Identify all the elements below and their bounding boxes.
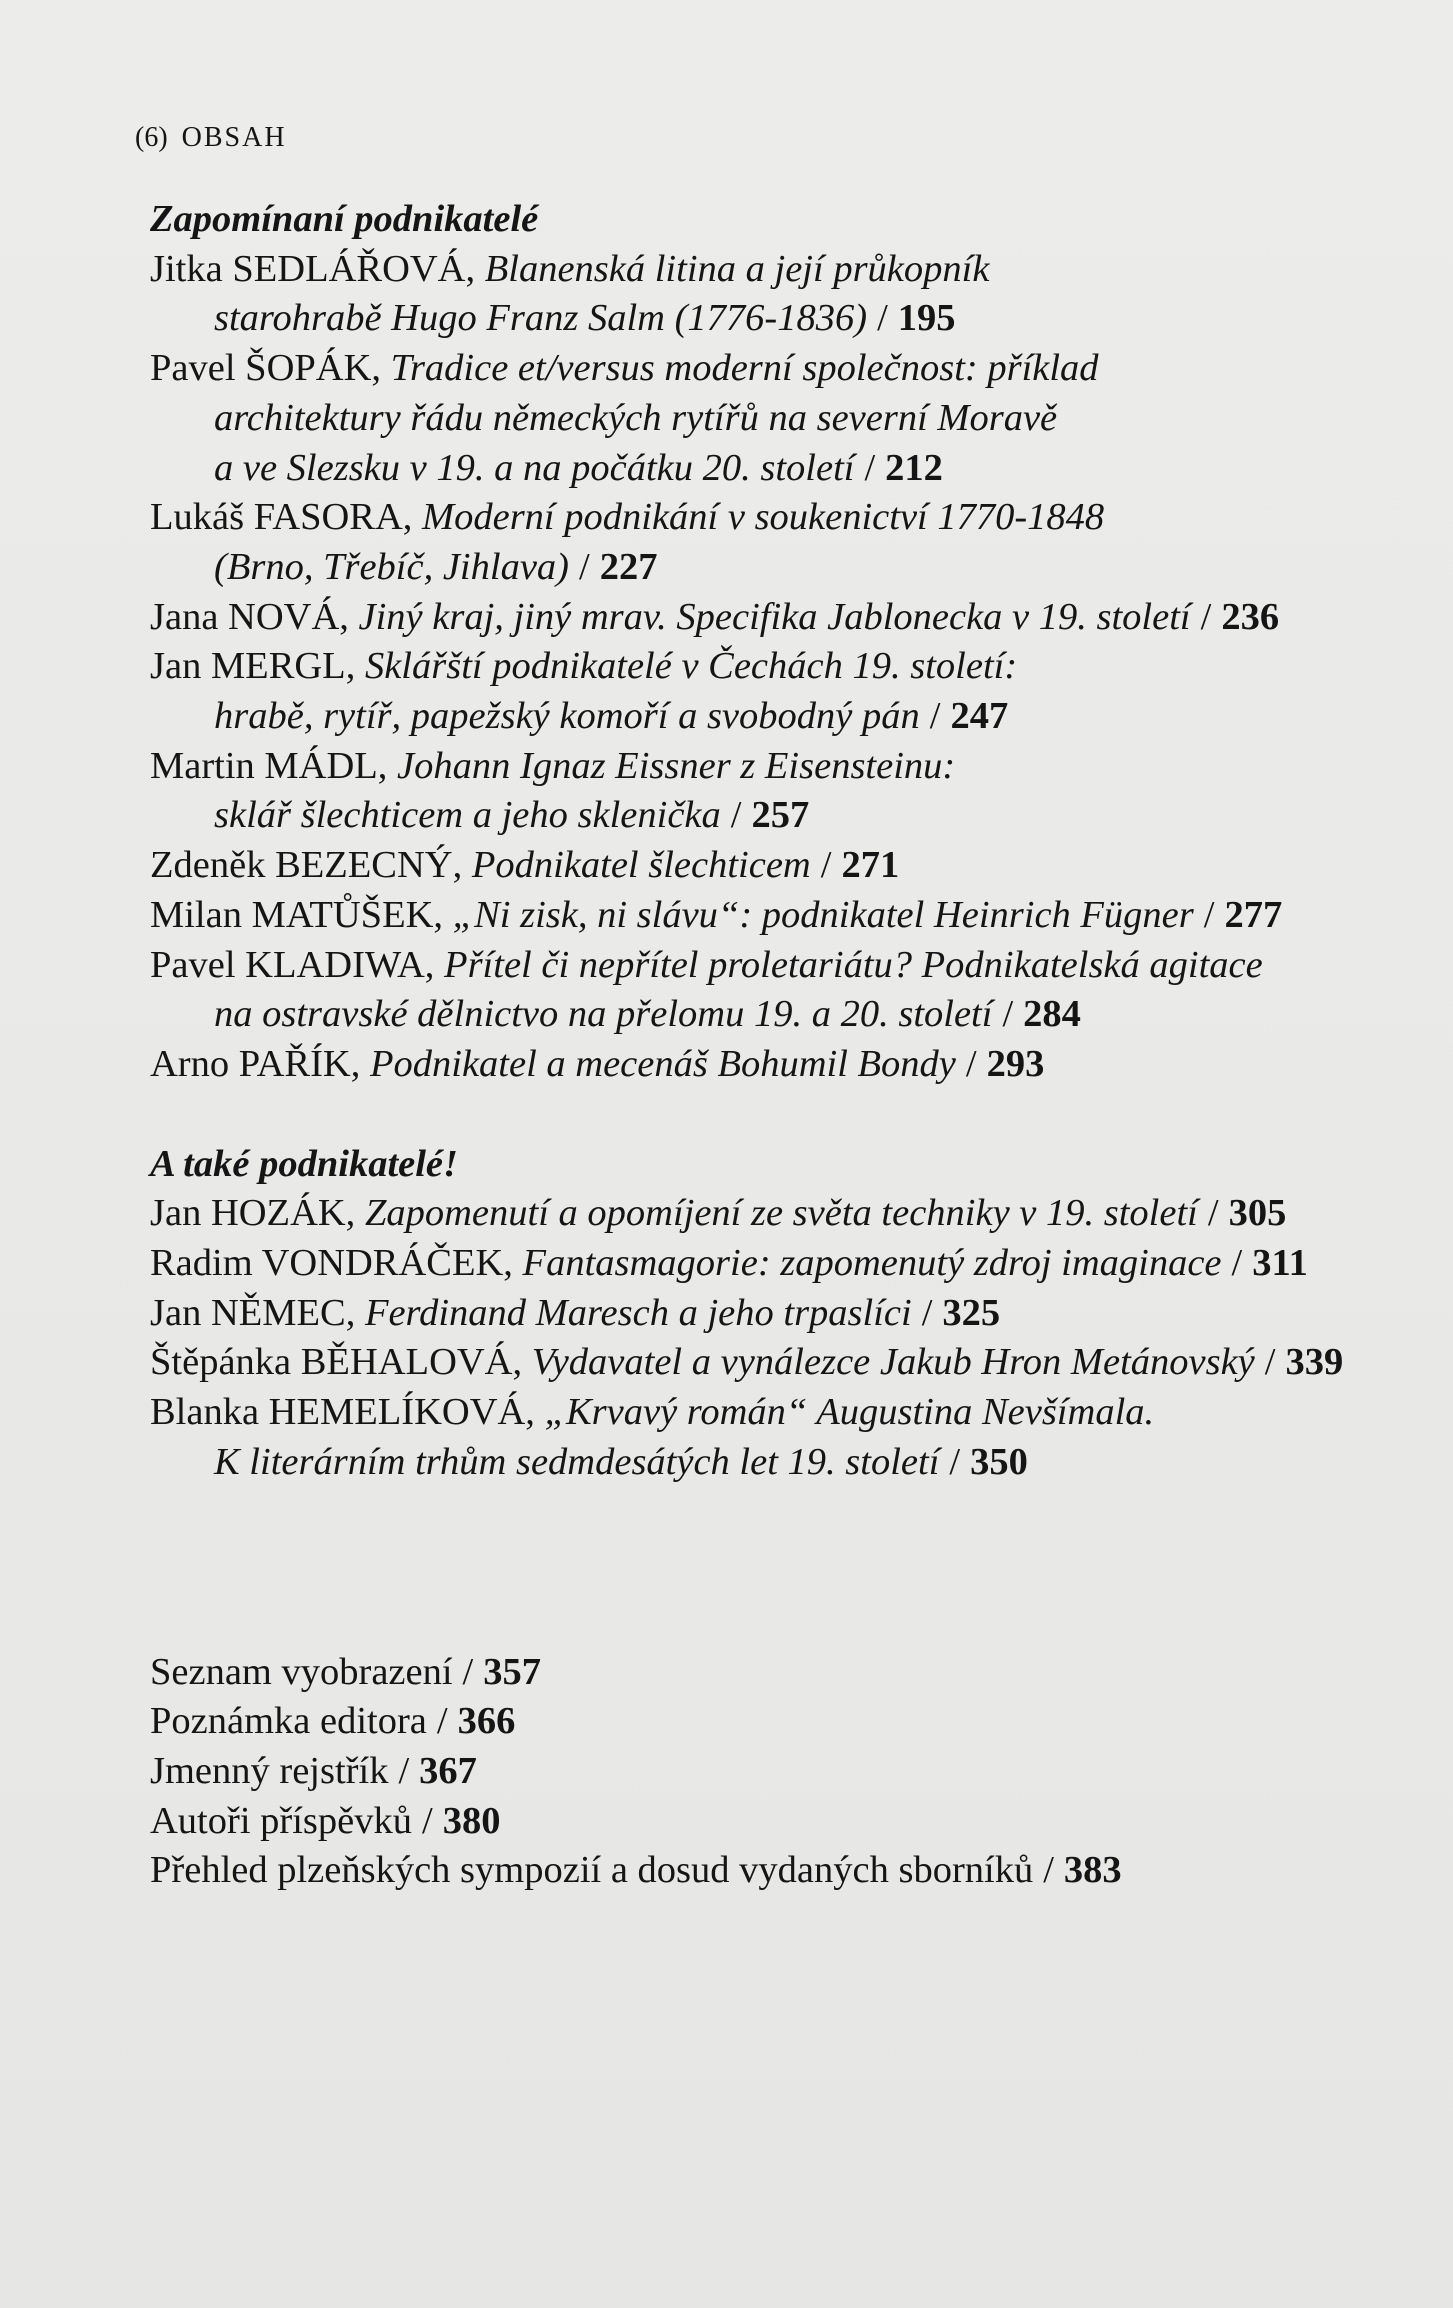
entry-title: sklář šlechticem a jeho sklenička (214, 794, 721, 837)
running-head (135, 122, 287, 154)
entry-page-number: 325 (942, 1291, 1001, 1334)
entry-page-number: 257 (751, 794, 810, 837)
page-separator: / (949, 1440, 961, 1483)
toc-entry[interactable] (150, 1189, 1400, 1239)
toc-entry-line (150, 294, 1400, 344)
entry-author: Jana NOVÁ, (150, 595, 359, 638)
entry-title: K literárním trhům sedmdesátých let 19. století (214, 1440, 940, 1483)
entry-title: Zapomenutí a opomíjení ze světa techniky v 19. století (364, 1192, 1198, 1235)
entry-author: Lukáš FASORA, (150, 496, 423, 539)
page-separator: / (578, 545, 590, 588)
entry-page-number: 305 (1228, 1192, 1287, 1235)
entry-title: „Krvavý román“ Augustina Nevšímala. (544, 1391, 1155, 1434)
entry-title: Jiný kraj, jiný mrav. Specifika Jablonecka v 19. století (358, 595, 1191, 638)
running-head-label: OBSAH (181, 122, 287, 153)
appendix-page-number: 357 (483, 1650, 541, 1693)
toc-entry[interactable] (150, 1040, 1400, 1090)
page-separator: / (1043, 1849, 1054, 1892)
toc-entry-line (150, 1438, 1400, 1488)
toc-entry-line (150, 841, 1400, 891)
page-separator: / (1207, 1192, 1219, 1235)
entry-title: Moderní podnikání v soukenictví 1770-1848 (422, 496, 1105, 539)
appendix-page-number: 367 (419, 1749, 477, 1792)
table-of-contents (150, 195, 1400, 1896)
entry-page-number: 236 (1221, 595, 1280, 638)
toc-entry-line (150, 245, 1400, 295)
page-separator: / (1200, 595, 1212, 638)
toc-entry-line (150, 1338, 1400, 1388)
toc-entry[interactable] (150, 941, 1400, 1040)
entry-author: Štěpánka BĚHALOVÁ, (150, 1341, 532, 1384)
toc-entry[interactable] (150, 245, 1400, 344)
toc-entry-line (150, 1239, 1400, 1289)
toc-entry[interactable] (150, 1239, 1400, 1289)
entry-title: Sklářští podnikatelé v Čechách 19. století: (364, 645, 1018, 688)
entry-title: a ve Slezsku v 19. a na počátku 20. století (214, 446, 855, 489)
entry-title: Vydavatel a vynálezce Jakub Hron Metánovský (531, 1341, 1255, 1384)
toc-entry-line (150, 692, 1400, 742)
toc-entry[interactable] (150, 891, 1400, 941)
appendix-page-number: 366 (457, 1700, 516, 1743)
appendix-list (150, 1648, 1400, 1897)
toc-entry-line (150, 1040, 1400, 1090)
toc-entry-line (150, 1289, 1400, 1339)
appendix-gap (150, 1488, 1400, 1648)
entry-title: hrabě, rytíř, papežský komoří a svobodný pán (214, 695, 920, 738)
page-separator: / (1231, 1242, 1243, 1285)
entry-title: na ostravské dělnictvo na přelomu 19. a 20. století (214, 993, 993, 1036)
toc-entry-line (150, 941, 1400, 991)
toc-entry-line (150, 891, 1400, 941)
appendix-entry[interactable] (150, 1797, 1400, 1847)
toc-entry[interactable] (150, 841, 1400, 891)
toc-entry-line (150, 394, 1400, 444)
entry-page-number: 212 (885, 446, 943, 489)
page-separator: / (436, 1700, 448, 1743)
entry-title: Podnikatel a mecenáš Bohumil Bondy (369, 1042, 956, 1085)
toc-entry-line (150, 593, 1400, 643)
entry-title: Blanenská litina a její průkopník (484, 247, 990, 290)
entry-page-number: 195 (897, 297, 956, 340)
toc-entry-line (150, 642, 1400, 692)
appendix-page-number: 380 (442, 1799, 501, 1842)
entry-title: Tradice et/versus moderní společnost: příklad (390, 347, 1099, 390)
page-separator: / (1264, 1341, 1276, 1384)
entry-author: Arno PAŘÍK, (150, 1042, 370, 1085)
entry-title: Ferdinand Maresch a jeho trpaslíci (364, 1291, 912, 1334)
toc-entry-line (150, 990, 1400, 1040)
page-separator: / (421, 1799, 433, 1842)
entry-title: architektury řádu německých rytířů na severní Moravě (214, 396, 1058, 439)
entry-author: Jan NĚMEC, (150, 1291, 365, 1334)
appendix-entry[interactable] (150, 1846, 1400, 1896)
entry-author: Martin MÁDL, (150, 744, 398, 787)
entry-page-number: 284 (1023, 993, 1081, 1036)
entry-page-number: 311 (1252, 1242, 1308, 1285)
appendix-label: Jmenný rejstřík (150, 1749, 389, 1792)
entry-author: Jan MERGL, (150, 645, 365, 688)
toc-entry-line (150, 444, 1400, 494)
toc-entry-line (150, 543, 1400, 593)
appendix-page-number: 383 (1063, 1849, 1122, 1892)
appendix-entry[interactable] (150, 1747, 1400, 1797)
entry-title: Johann Ignaz Eissner z Eisensteinu: (397, 744, 956, 787)
appendix-label: Poznámka editora (150, 1700, 427, 1743)
page-number: (6) (135, 122, 168, 153)
toc-entry-line (150, 742, 1400, 792)
page-separator: / (730, 794, 742, 837)
toc-entry[interactable] (150, 493, 1400, 592)
entry-page-number: 247 (950, 695, 1009, 738)
entry-author: Jan HOZÁK, (150, 1192, 365, 1235)
section-gap (150, 1090, 1400, 1140)
page-separator: / (877, 297, 888, 340)
section-title: A také podnikatelé! (150, 1142, 458, 1185)
entry-page-number: 350 (970, 1440, 1028, 1483)
entry-page-number: 277 (1224, 893, 1283, 936)
toc-entry[interactable] (150, 344, 1400, 493)
toc-entry[interactable] (150, 1388, 1400, 1487)
section-title: Zapomínaní podnikatelé (150, 198, 539, 240)
toc-entry-line (150, 493, 1400, 543)
entry-author: Blanka HEMELÍKOVÁ, (150, 1391, 545, 1434)
entry-title: Fantasmagorie: zapomenutý zdroj imaginace (522, 1242, 1222, 1285)
toc-entry[interactable] (150, 1338, 1400, 1388)
appendix-label: Autoři příspěvků (150, 1799, 412, 1842)
page-separator: / (864, 446, 876, 489)
entry-title: (Brno, Třebíč, Jihlava) (214, 545, 569, 588)
entry-title: Přítel či nepřítel proletariátu? Podnikatelská agitace (444, 943, 1263, 986)
page-separator: / (1203, 893, 1215, 936)
page-separator: / (462, 1650, 474, 1693)
toc-entry[interactable] (150, 742, 1400, 841)
entry-title: starohrabě Hugo Franz Salm (1776-1836) (214, 297, 868, 340)
toc-entry-line (150, 1388, 1400, 1438)
appendix-entry[interactable] (150, 1697, 1400, 1747)
toc-entry[interactable] (150, 1289, 1400, 1339)
page-separator: / (929, 695, 941, 738)
appendix-label: Přehled plzeňských sympozií a dosud vydaných sborníků (150, 1849, 1034, 1892)
entry-author: Zdeněk BEZECNÝ, (150, 844, 472, 887)
page-separator: / (820, 844, 832, 887)
entry-author: Milan MATŮŠEK, (150, 893, 453, 936)
toc-entry-line (150, 1189, 1400, 1239)
entry-page-number: 293 (986, 1042, 1045, 1085)
entry-title: „Ni zisk, ni slávu“: podnikatel Heinrich Fügner (452, 893, 1194, 936)
entry-author: Pavel KLADIWA, (150, 943, 445, 986)
entry-page-number: 339 (1285, 1341, 1344, 1384)
entry-author: Jitka SEDLÁŘOVÁ, (150, 247, 485, 290)
entry-page-number: 227 (599, 545, 658, 588)
page-separator: / (398, 1749, 410, 1792)
appendix-label: Seznam vyobrazení (150, 1650, 453, 1693)
page-separator: / (965, 1042, 977, 1085)
toc-entry[interactable] (150, 593, 1400, 643)
entry-title: Podnikatel šlechticem (471, 844, 811, 887)
entry-page-number: 271 (841, 844, 900, 887)
page-separator: / (921, 1291, 933, 1334)
toc-entry-line (150, 344, 1400, 394)
entry-author: Radim VONDRÁČEK, (150, 1242, 523, 1285)
appendix-entry[interactable] (150, 1648, 1400, 1698)
toc-entry-line (150, 791, 1400, 841)
page-separator: / (1002, 993, 1014, 1036)
toc-entry[interactable] (150, 642, 1400, 741)
entry-author: Pavel ŠOPÁK, (150, 347, 391, 390)
